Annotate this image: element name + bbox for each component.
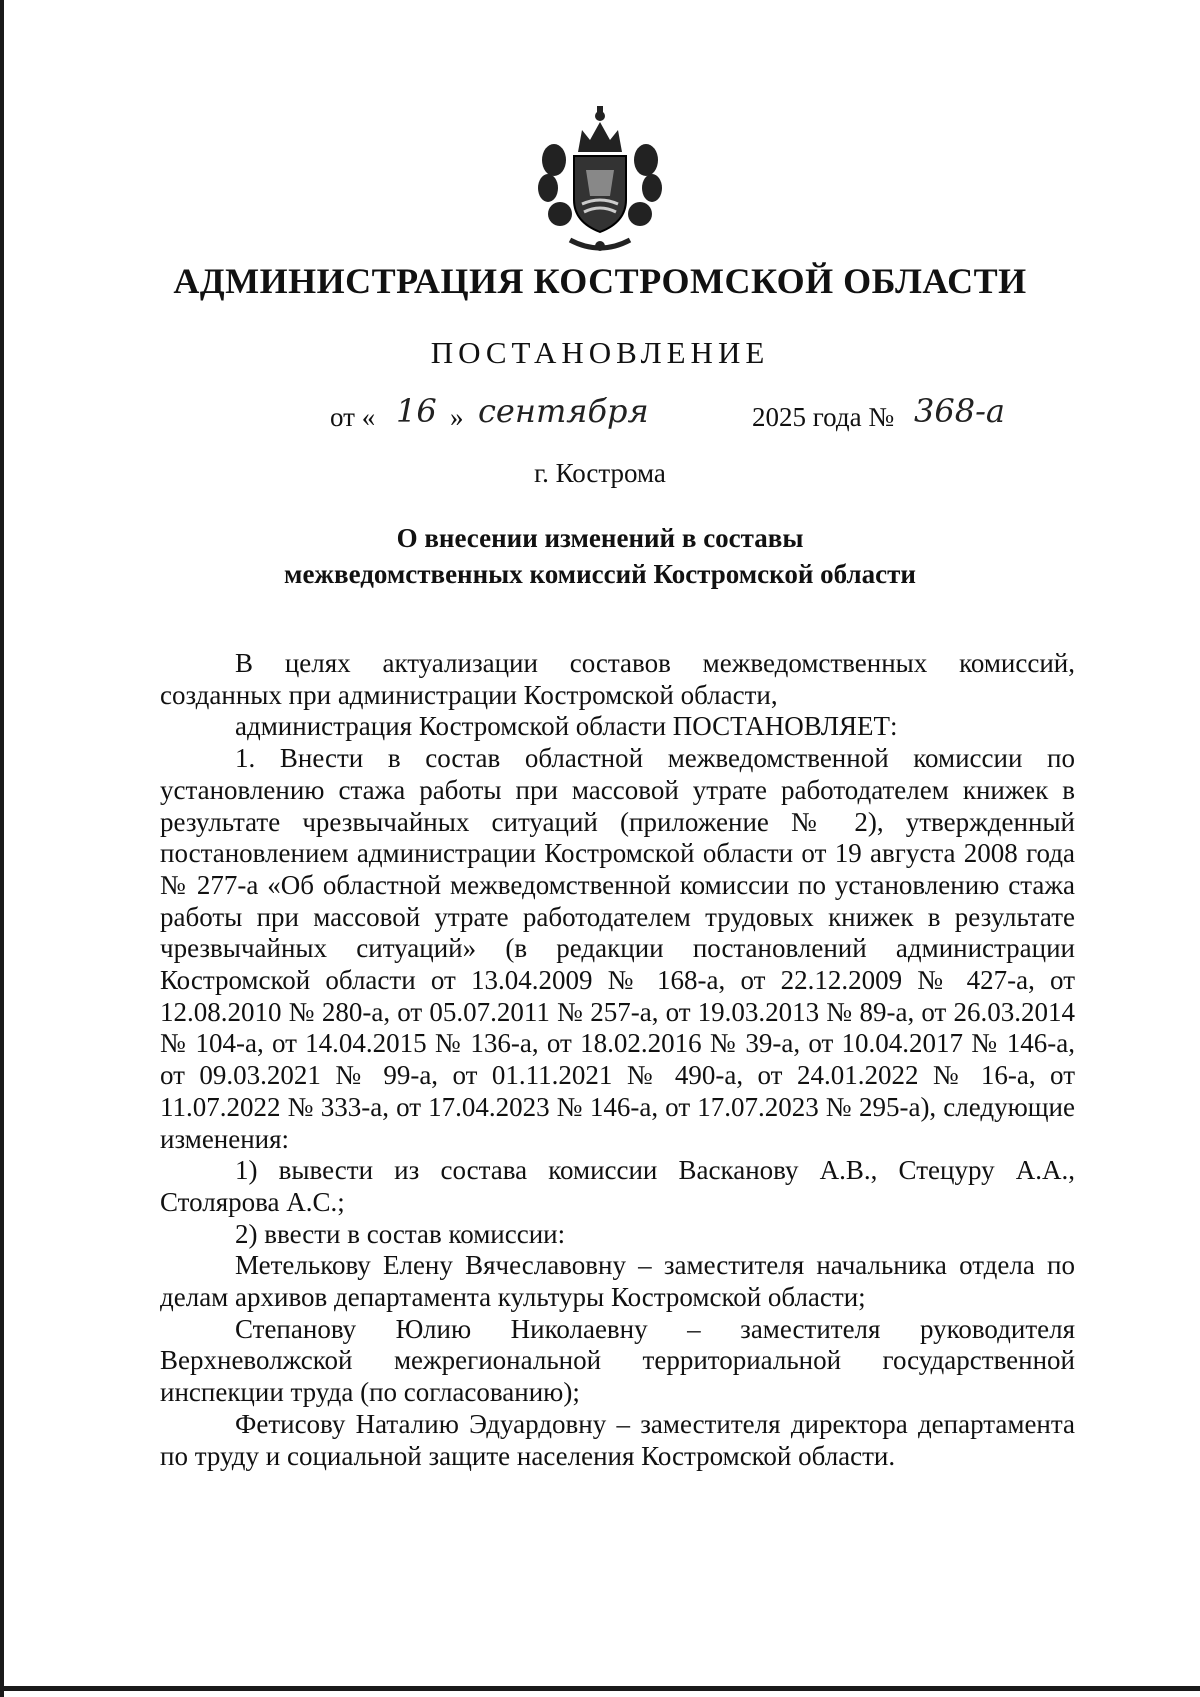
paragraph-resolves: администрация Костромской области ПОСТАНОВЛЯЕТ: [235,711,898,742]
date-day-handwritten: 16 [396,392,437,430]
document-body [160,648,1075,1472]
city-name: г. Кострома [534,458,666,488]
paragraph-preamble: В целях актуализации составов межведомственных комиссий, созданных при администрации Костромской области, [160,648,1075,710]
dateline [0,390,1200,450]
subject-line-2: межведомственных комиссий Костромской области [284,559,916,589]
scan-border-bottom [0,1686,1200,1691]
date-year-label: 2025 года № [752,402,895,432]
paragraph-item-1: 1. Внести в состав областной межведомственной комиссии по установлению стажа работы при массовой утрате работодателем книжек в результате чрезвычайных ситуаций (приложение № 2), утвержденный постановлением администрации Костромской области от 19 августа 2008 года № 277-а «Об областной межведомственной комиссии по установлению стажа работы при массовой утрате работодателем трудовых книжек в результате чрезвычайных ситуаций» (в редакции постановлений администрации Костромской области от 13.04.2009 № 168-а, от 22.12.2009 № 427-а, от 12.08.2010 № 280-а, от 05.07.2011 № 257-а, от 19.03.2013 № 89-а, от 26.03.2014 № 104-а, от 14.04.2015 № 136-а, от 18.02.2016 № 39-а, от 10.04.2017 № 146-а, от 09.03.2021 № 99-а, от 01.11.2021 № 490-а, от 24.01.2022 № 16-а, от 11.07.2022 № 333-а, от 17.04.2023 № 146-а, от 17.07.2023 № 295-а), следующие изменения: [160,743,1075,1154]
date-prefix: от « [330,402,376,432]
document-subject [0,520,1200,592]
coat-of-arms-icon [530,100,670,260]
organization-title: АДМИНИСТРАЦИЯ КОСТРОМСКОЙ ОБЛАСТИ [173,261,1027,301]
document-number-handwritten: 368-а [914,392,1005,430]
paragraph-member-stepanova: Степанову Юлию Николаевну – заместителя руководителя Верхневолжской межрегиональной территориальной государственной инспекции труда (по согласованию); [160,1313,1075,1408]
subject-line-1: О внесении изменений в составы [396,523,804,553]
paragraph-member-metelkova: Метелькову Елену Вячеславовну – заместителя начальника отдела по делам архивов департамента культуры Костромской области; [160,1250,1075,1313]
document-type: ПОСТАНОВЛЕНИЕ [430,335,770,370]
paragraph-remove-members: 1) вывести из состава комиссии Васканову А.В., Стецуру А.А., Столярова А.С.; [160,1155,1075,1217]
paragraph-member-fetisova: Фетисову Наталию Эдуардовну – заместителя директора департамента по труду и социальной защите населения Костромской области. [160,1408,1075,1471]
date-quote-close: » [450,402,464,432]
date-month-handwritten: сентября [478,392,649,430]
scan-border-left [0,0,4,1697]
paragraph-add-members: 2) ввести в состав комиссии: [235,1218,566,1249]
